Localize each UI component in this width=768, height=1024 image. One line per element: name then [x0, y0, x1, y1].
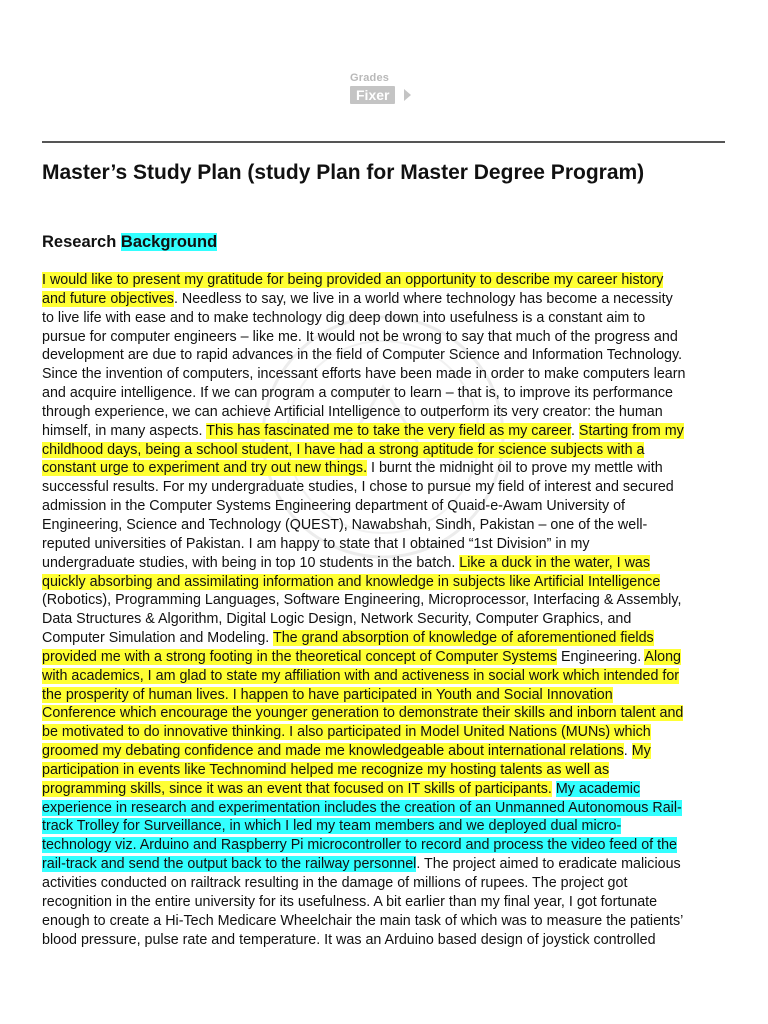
- body-text-segment: recognition in the entire university for its usefulness. A bit earlier than my final year, I got fortunate: [42, 893, 658, 910]
- highlighted-text: Along: [644, 648, 681, 665]
- body-line: [42, 931, 732, 950]
- highlighted-text: and future objectives: [42, 290, 174, 307]
- body-line: [42, 893, 732, 912]
- body-line: [42, 629, 732, 648]
- body-line: [42, 478, 732, 497]
- highlighted-text: programming skills, since it was an event that focused on IT skills of participants.: [42, 780, 552, 797]
- section-heading-word-1: Research: [42, 233, 117, 251]
- body-text-segment: I burnt the midnight oil to prove my mettle with: [367, 460, 663, 477]
- highlighted-text: rail-track and send the output back to the railway personnel: [42, 856, 417, 873]
- body-text-segment: development are due to rapid advances in the field of Computer Science and Information Technology.: [42, 347, 683, 364]
- body-line: [42, 384, 732, 403]
- body-line: [42, 874, 732, 893]
- body-line: [42, 554, 732, 573]
- body-text-segment: pursue for computer engineers – like me. It would not be wrong to say that much of the progress and: [42, 328, 678, 345]
- header-divider: [42, 141, 725, 143]
- highlighted-text: experience in research and experimentation includes the creation of an Unmanned Autonomous Rail-: [42, 799, 682, 816]
- body-line: [42, 704, 732, 723]
- highlighted-text: My: [631, 743, 651, 760]
- body-line: [42, 573, 732, 592]
- logo-arrow-icon: [404, 89, 411, 101]
- highlighted-text: Like a duck in the water, I was: [459, 554, 651, 571]
- body-text-segment: (Robotics), Programming Languages, Software Engineering, Microprocessor, Interfacing & Assembly,: [42, 592, 682, 609]
- body-line: [42, 271, 732, 290]
- body-text-segment: Data Structures & Algorithm, Digital Logic Design, Network Security, Computer Graphics, and: [42, 611, 632, 628]
- highlighted-text: provided me with a strong footing in the theoretical concept of Computer Systems: [42, 648, 557, 665]
- body-line: [42, 723, 732, 742]
- body-line: [42, 610, 732, 629]
- gradesfixer-logo[interactable]: [346, 72, 426, 108]
- body-text-segment: himself, in many aspects.: [42, 422, 207, 439]
- document-body: [42, 271, 732, 949]
- body-line: [42, 742, 732, 761]
- logo-top-word: Grades: [350, 72, 390, 84]
- body-text-segment: Engineering.: [556, 648, 645, 665]
- body-line: [42, 912, 732, 931]
- body-line: [42, 686, 732, 705]
- body-line: [42, 403, 732, 422]
- body-line: [42, 459, 732, 478]
- highlighted-text: groomed my debating confidence and made me knowledgeable about international relations: [42, 743, 624, 760]
- body-text-segment: Since the invention of computers, incessant efforts have been made in order to make computers learn: [42, 366, 686, 383]
- body-line: [42, 648, 732, 667]
- logo-box-word: Fixer: [350, 86, 395, 104]
- body-text-segment: to live life with ease and to make technology dig deep down into usefulness is a constant aim to: [42, 309, 646, 326]
- highlighted-text: My academic: [555, 780, 641, 797]
- body-line: [42, 836, 732, 855]
- body-text-segment: . Needless to say, we live in a world where technology has become a necessity: [173, 290, 673, 307]
- body-text-segment: undergraduate studies, with being in top 10 students in the batch.: [42, 554, 460, 571]
- body-line: [42, 516, 732, 535]
- body-line: [42, 346, 732, 365]
- highlighted-text: be motivated to do innovative thinking. I also participated in Model United Nations (MUNs) which: [42, 724, 651, 741]
- body-line: [42, 365, 732, 384]
- body-line: [42, 309, 732, 328]
- body-text-segment: through experience, we can achieve Artificial Intelligence to outperform its very creator: the human: [42, 403, 663, 420]
- body-line: [42, 761, 732, 780]
- body-text-segment: activities conducted on railtrack resulting in the damage of millions of rupees. The project got: [42, 875, 628, 891]
- highlighted-text: the prosperity of human lives. I happen to have participated in Youth and Social Innovation: [42, 686, 613, 703]
- body-text-segment: . The project aimed to eradicate malicious: [416, 856, 681, 873]
- body-text-segment: enough to create a Hi-Tech Medicare Wheelchair the main task of which was to measure the patients’: [42, 912, 684, 929]
- highlighted-text: Conference which encourage the younger generation to demonstrate their skills and inborn talent and: [42, 705, 684, 722]
- body-line: [42, 535, 732, 554]
- body-line: [42, 591, 732, 610]
- body-text-segment: blood pressure, pulse rate and temperature. It was an Arduino based design of joystick controlled: [42, 931, 656, 948]
- body-text-segment: reputed universities of Pakistan. I am happy to state that I obtained “1st Division” in my: [42, 535, 590, 552]
- document-title: Master’s Study Plan (study Plan for Master Degree Program): [42, 161, 645, 184]
- section-heading-highlighted-word: Background: [120, 233, 218, 251]
- body-line: [42, 855, 732, 874]
- body-text-segment: .: [570, 422, 579, 439]
- body-line: [42, 799, 732, 818]
- highlighted-text: The grand absorption of knowledge of aforementioned fields: [273, 630, 654, 647]
- highlighted-text: with academics, I am glad to state my affiliation with and activeness in social work which intended for: [42, 667, 680, 684]
- highlighted-text: quickly absorbing and assimilating information and knowledge in subjects like Artificial Intelligence: [42, 573, 661, 590]
- highlighted-text: I would like to present my gratitude for being provided an opportunity to describe my career history: [42, 272, 664, 288]
- body-line: [42, 441, 732, 460]
- highlighted-text: This has fascinated me to take the very field as my career: [206, 422, 571, 439]
- body-text-segment: .: [623, 743, 632, 760]
- body-text-segment: Computer Simulation and Modeling.: [42, 630, 273, 647]
- body-line: [42, 422, 732, 441]
- body-line: [42, 328, 732, 347]
- body-text-segment: and acquire intelligence. If we can program a computer to learn – that is, to improve its performance: [42, 385, 673, 402]
- body-line: [42, 817, 732, 836]
- highlighted-text: childhood days, being a school student, I have had a strong aptitude for science subjects with a: [42, 441, 645, 458]
- highlighted-text: Starting from my: [578, 422, 684, 439]
- body-text-segment: Engineering, Science and Technology (QUEST), Nawabshah, Sindh, Pakistan – one of the well-: [42, 516, 648, 533]
- body-line: [42, 780, 732, 799]
- highlighted-text: technology viz. Arduino and Raspberry Pi microcontroller to record and process the video feed of the: [42, 837, 677, 854]
- body-text-segment: admission in the Computer Systems Engineering department of Quaid-e-Awam University of: [42, 498, 625, 515]
- body-text-segment: successful results. For my undergraduate studies, I chose to pursue my field of interest and secured: [42, 479, 674, 496]
- highlighted-text: constant urge to experiment and try out new things.: [42, 460, 368, 477]
- highlighted-text: track Trolley for Surveillance, in which I led my team members and we deployed dual micro-: [42, 818, 622, 835]
- body-line: [42, 667, 732, 686]
- section-heading: [42, 230, 217, 254]
- body-line: [42, 497, 732, 516]
- highlighted-text: participation in events like Technomind helped me recognize my hosting talents as well as: [42, 761, 610, 778]
- body-line: [42, 290, 732, 309]
